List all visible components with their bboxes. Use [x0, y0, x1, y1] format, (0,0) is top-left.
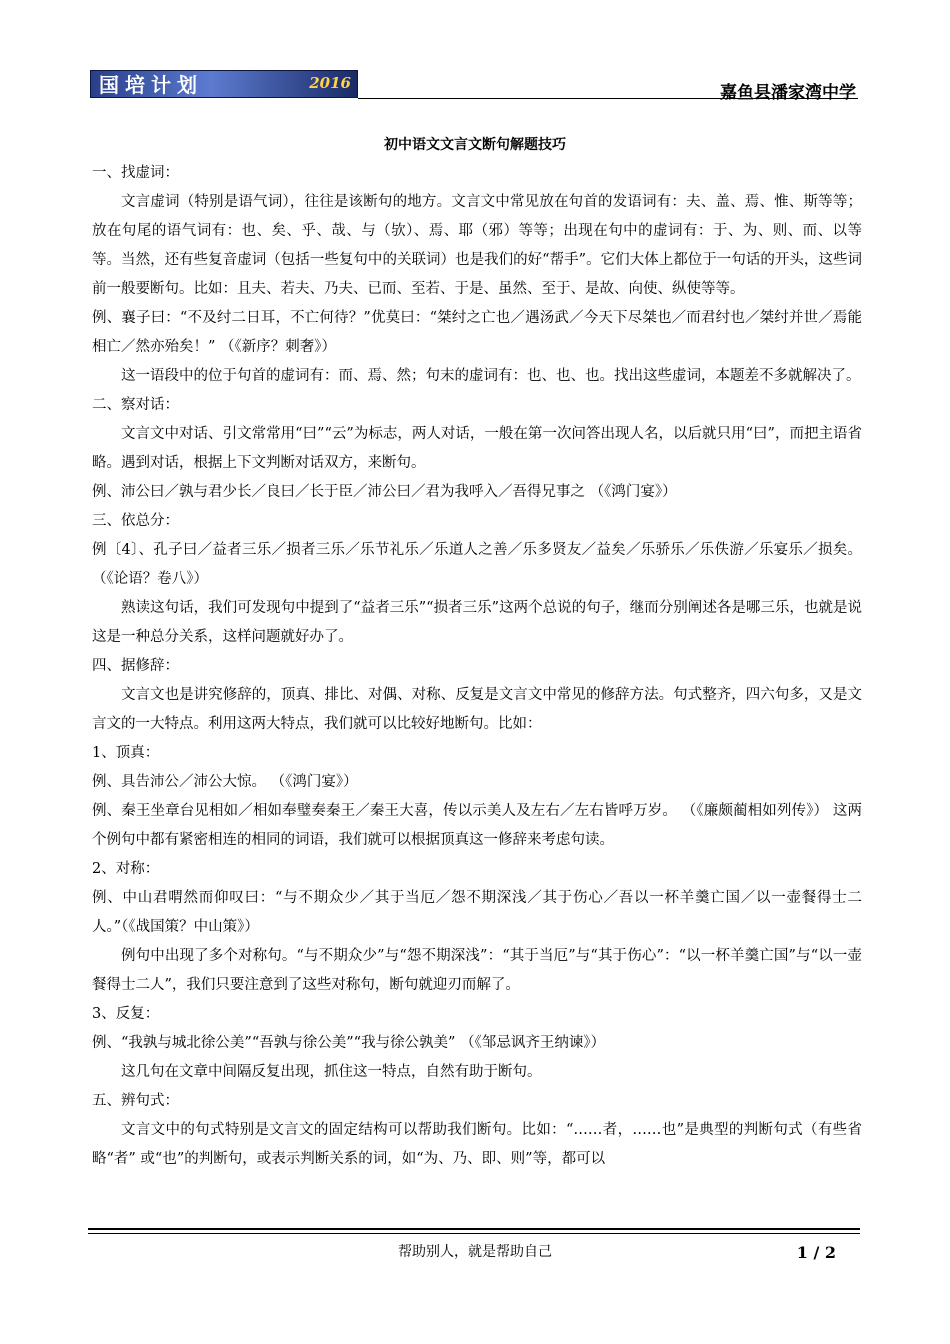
paragraph: 四、据修辞：: [92, 658, 179, 674]
paragraph: 文言文也是讲究修辞的，顶真、排比、对偶、对称、反复是文言文中常见的修辞方法。句式整齐，四六句多，又是文言文的一大特点。利用这两大特点，我们就可以比较好地断句。比如：: [92, 687, 862, 732]
document-body: [92, 159, 862, 1174]
paragraph: 例句中出现了多个对称句。“与不期众少”与“怨不期深浅”：“其于当厄”与“其于伤心”：“以一杯羊羹亡国”与“以一壶餐得士二人”，我们只要注意到了这些对称句，断句就迎刃而解了。: [92, 948, 862, 993]
paragraph: 文言文中的句式特别是文言文的固定结构可以帮助我们断句。比如：“……者，……也”是典型的判断句式（有些省略“者” 或“也”的判断句，或表示判断关系的词，如“为、乃、即、则”等，都可以: [92, 1122, 862, 1167]
document-title: 初中语文文言文断句解题技巧: [384, 137, 566, 153]
paragraph: 二、察对话：: [92, 397, 179, 413]
paragraph: 例、沛公曰／孰与君少长／良曰／长于臣／沛公曰／君为我呼入／吾得兄事之 （《鸿门宴》）: [92, 484, 677, 500]
logo-year: 2016: [309, 74, 351, 92]
paragraph: 1、顶真：: [92, 745, 160, 761]
paragraph: 这一语段中的位于句首的虚词有：而、焉、然；句末的虚词有：也、也、也。找出这些虚词，本题差不多就解决了。: [121, 368, 861, 384]
paragraph: 2、对称：: [92, 861, 160, 877]
paragraph: 一、找虚词：: [92, 165, 179, 181]
page-number: 1 / 2: [796, 1243, 836, 1262]
guopei-logo: [90, 70, 358, 98]
paragraph: 文言虚词（特别是语气词），往往是该断句的地方。文言文中常见放在句首的发语词有：夫、盖、焉、惟、斯等等；放在句尾的语气词有：也、矣、乎、哉、与（欤）、焉、耶（邪）等等；出现在句中的虚词有：于、为、则、而、以等等。当然，还有些复音虚词（包括一些复句中的关联词）也是我们的好“帮手”。它们大体上都位于一句话的开头，这些词前一般要断句。比如：且夫、若夫、乃夫、已而、至若、于是、虽然、至于、是故、向使、纵使等等。: [92, 194, 862, 297]
paragraph: 例〔4〕、孔子曰／益者三乐／损者三乐／乐节礼乐／乐道人之善／乐多贤友／益矣／乐骄乐／乐佚游／乐宴乐／损矣。 （《论语？卷八》）: [92, 542, 862, 587]
paragraph: 例、“我孰与城北徐公美”“吾孰与徐公美”“我与徐公孰美” （《邹忌讽齐王纳谏》）: [92, 1035, 606, 1051]
footer-rule: [88, 1228, 860, 1230]
paragraph: 熟读这句话，我们可发现句中提到了“益者三乐”“损者三乐”这两个总说的句子，继而分别阐述各是哪三乐，也就是说这是一种总分关系，这样问题就好办了。: [92, 600, 862, 645]
paragraph: 例、中山君喟然而仰叹曰：“与不期众少／其于当厄／怨不期深浅／其于伤心／吾以一杯羊羹亡国／以一壶餐得士二人。”（《战国策？中山策》）: [92, 890, 862, 935]
paragraph: 三、依总分：: [92, 513, 179, 529]
paragraph: 例、襄子曰：“不及纣二日耳，不亡何待？”优莫曰：“桀纣之亡也／遇汤武／今天下尽桀也／而君纣也／桀纣并世／焉能相亡／然亦殆矣！” （《新序？刺奢》）: [92, 310, 862, 355]
school-name: 嘉鱼县潘家湾中学: [720, 83, 856, 103]
paragraph: 3、反复：: [92, 1006, 160, 1022]
footer-motto: 帮助别人，就是帮助自己: [398, 1244, 552, 1260]
paragraph: 五、辨句式：: [92, 1093, 179, 1109]
logo-text: 国培计划: [99, 73, 203, 97]
paragraph: 这几句在文章中间隔反复出现，抓住这一特点，自然有助于断句。: [121, 1064, 542, 1080]
footer-rule-thin: [88, 1233, 860, 1234]
page-header: [90, 70, 860, 106]
paragraph: 文言文中对话、引文常常用“曰”“云”为标志，两人对话，一般在第一次问答出现人名，以后就只用“曰”，而把主语省略。遇到对话，根据上下文判断对话双方，来断句。: [92, 426, 862, 471]
paragraph: 例、秦王坐章台见相如／相如奉璧奏秦王／秦王大喜，传以示美人及左右／左右皆呼万岁。 （《廉颇蔺相如列传》） 这两个例句中都有紧密相连的相同的词语，我们就可以根据顶真这一修辞来考虑句读。: [92, 803, 862, 848]
paragraph: 例、具告沛公／沛公大惊。 （《鸿门宴》）: [92, 774, 358, 790]
